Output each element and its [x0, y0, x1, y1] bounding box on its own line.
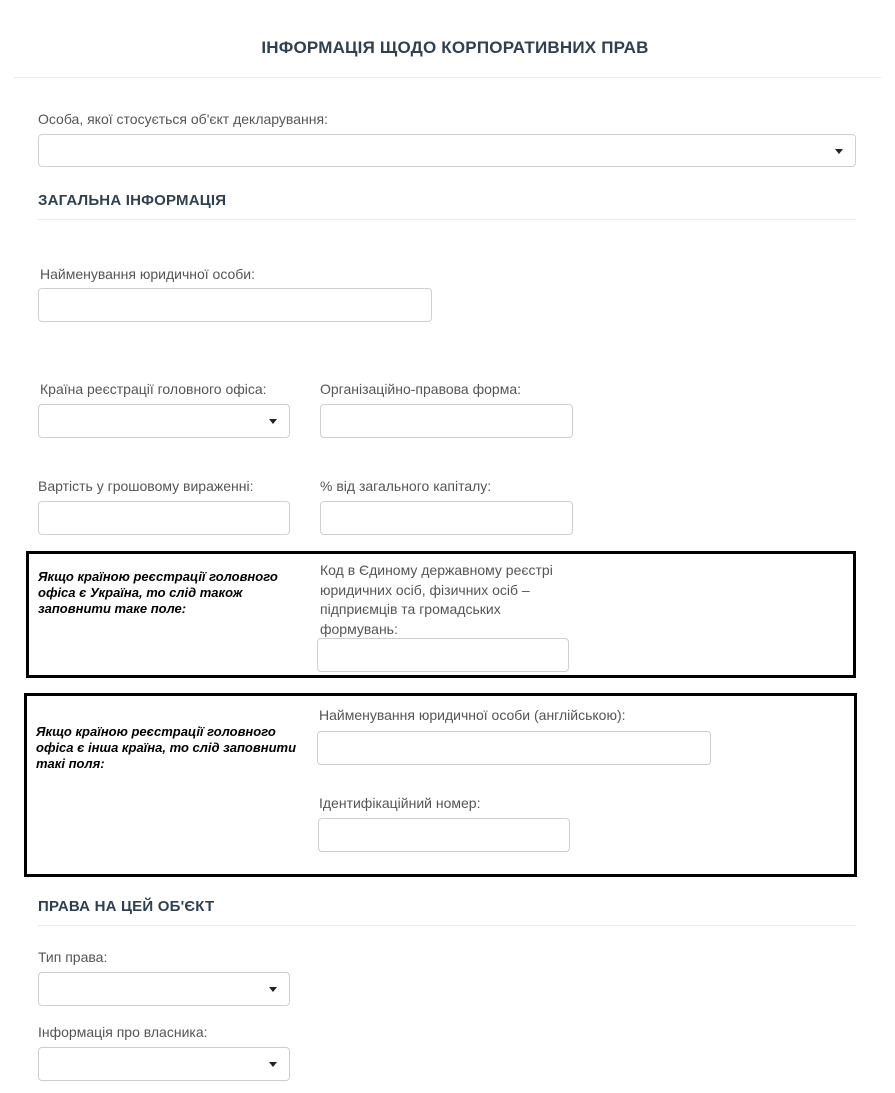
edr-code-label-line: формувань: — [320, 620, 398, 637]
country-select[interactable] — [38, 404, 290, 438]
caret-down-icon — [269, 419, 277, 424]
edr-code-label-line: підприємців та громадських — [320, 601, 501, 617]
identification-number-label: Ідентифікаційний номер: — [319, 795, 481, 811]
owner-info-select[interactable] — [38, 1047, 290, 1081]
general-divider — [38, 219, 856, 220]
entity-name-input[interactable] — [38, 288, 432, 322]
caret-down-icon — [269, 1062, 277, 1067]
ukraine-note — [38, 569, 278, 617]
entity-name-en-label: Найменування юридичної особи (англійською): — [319, 707, 626, 723]
caret-down-icon — [835, 149, 843, 154]
value-label: Вартість у грошовому вираженні: — [38, 478, 254, 494]
person-select[interactable] — [38, 134, 856, 167]
ukraine-note-line: офіса є Україна, то слід також — [38, 585, 243, 600]
foreign-note-line: такі поля: — [36, 756, 105, 771]
value-input[interactable] — [38, 501, 290, 535]
edr-code-input[interactable] — [317, 638, 569, 672]
entity-name-en-input[interactable] — [317, 731, 711, 765]
foreign-note-line: Якщо країною реєстрації головного — [36, 724, 276, 739]
page-title: ІНФОРМАЦІЯ ЩОДО КОРПОРАТИВНИХ ПРАВ — [261, 38, 649, 57]
identification-number-input[interactable] — [318, 818, 570, 852]
ukraine-note-line: Якщо країною реєстрації головного — [38, 569, 278, 584]
legal-form-label: Організаційно-правова форма: — [320, 381, 522, 397]
owner-info-label: Інформація про власника: — [38, 1024, 208, 1040]
edr-code-label-line: Код в Єдиному державному реєстрі — [320, 562, 553, 578]
right-type-label: Тип права: — [38, 949, 108, 965]
general-section-title: ЗАГАЛЬНА ІНФОРМАЦІЯ — [38, 192, 227, 209]
capital-percent-input[interactable] — [320, 501, 573, 535]
ukraine-note-line: заповнити таке поле: — [38, 601, 187, 616]
right-type-select[interactable] — [38, 972, 290, 1006]
caret-down-icon — [269, 987, 277, 992]
entity-name-label: Найменування юридичної особи: — [40, 266, 256, 282]
country-label: Країна реєстрації головного офіса: — [40, 381, 267, 397]
foreign-note-line: офіса є інша країна, то слід заповнити — [36, 740, 297, 755]
rights-divider — [38, 925, 856, 926]
edr-code-label — [320, 561, 553, 639]
edr-code-label-line: юридичних осіб, фізичних осіб – — [320, 581, 530, 598]
capital-percent-label: % від загального капіталу: — [320, 478, 492, 494]
rights-section-title: ПРАВА НА ЦЕЙ ОБ'ЄКТ — [38, 898, 215, 915]
foreign-note — [36, 724, 296, 772]
title-divider — [14, 77, 881, 78]
legal-form-input[interactable] — [320, 404, 573, 438]
person-label: Особа, якої стосується об'єкт декларування: — [38, 111, 328, 127]
